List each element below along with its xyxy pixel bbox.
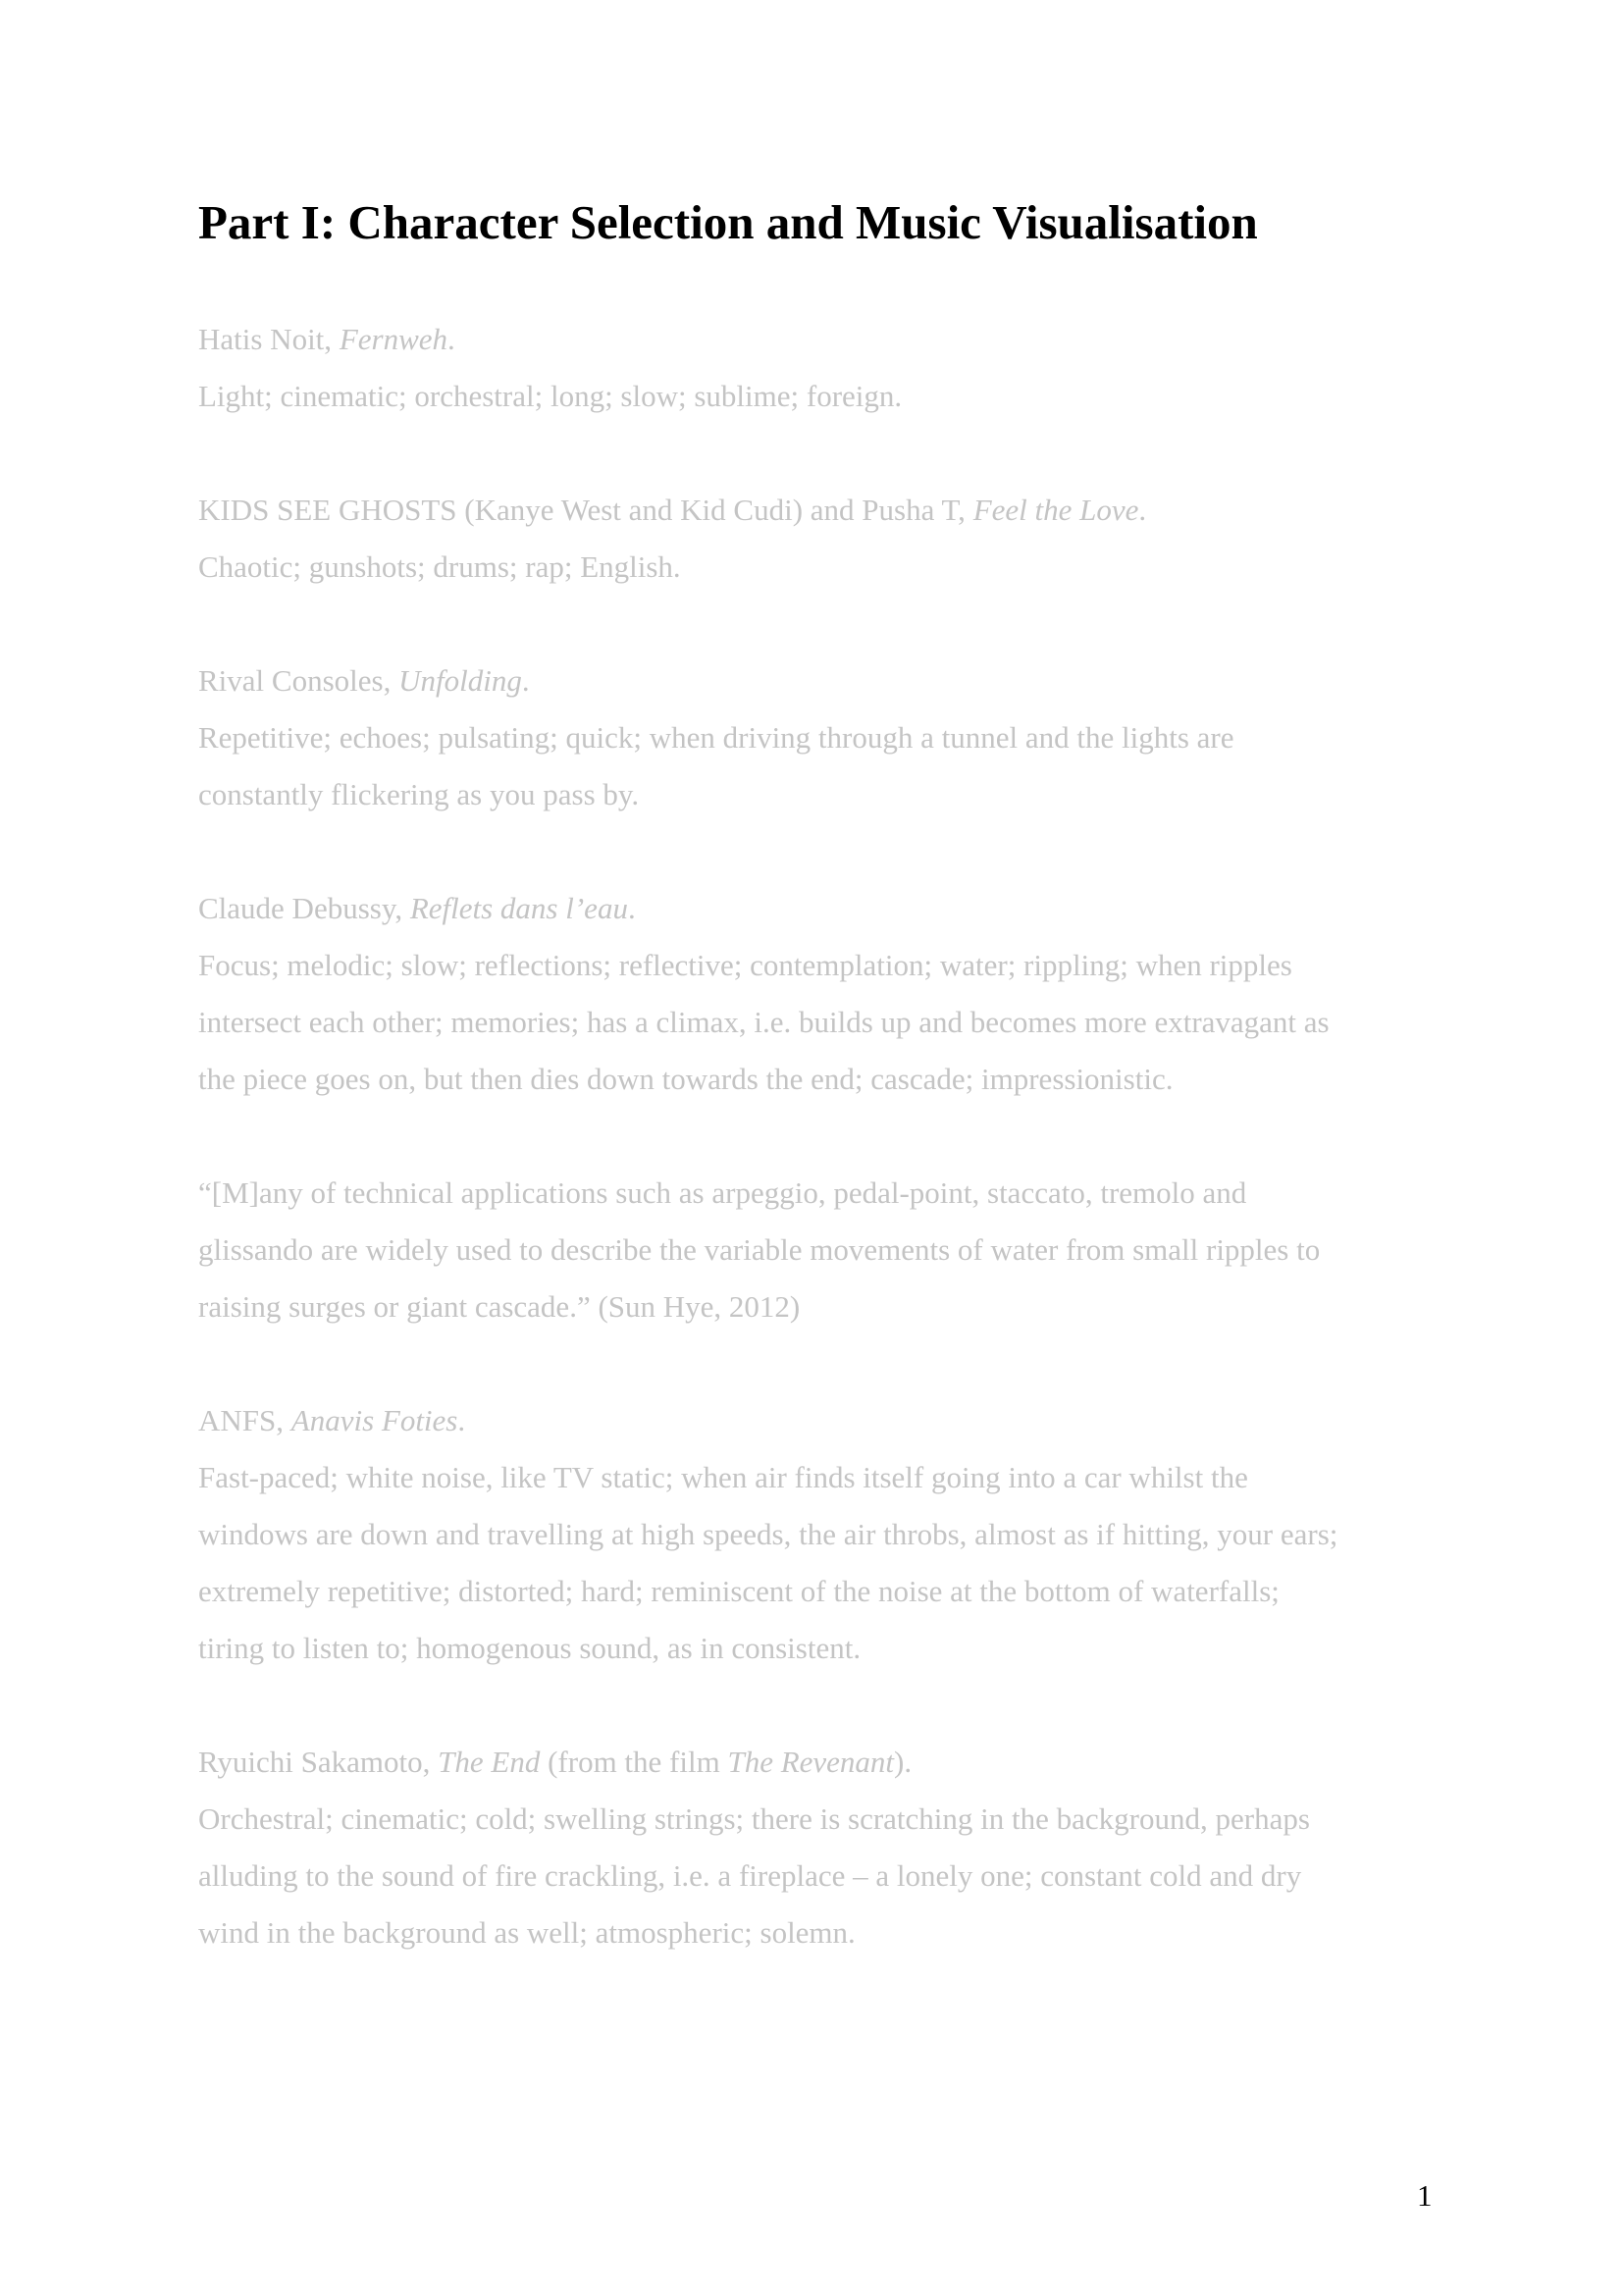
description-line: Fast-paced; white noise, like TV static; when air finds itself going into a car whilst the (198, 1460, 1248, 1494)
description-line: Orchestral; cinematic; cold; swelling strings; there is scratching in the background, perhaps (198, 1801, 1310, 1836)
description-line: Repetitive; echoes; pulsating; quick; when driving through a tunnel and the lights are (198, 720, 1234, 755)
quote-line: glissando are widely used to describe the variable movements of water from small ripples to (198, 1232, 1321, 1267)
entry-description: Light; cinematic; orchestral; long; slow; sublime; foreign. (198, 379, 903, 413)
entry-heading (198, 880, 1444, 937)
entry-description (198, 709, 1444, 823)
quotation (198, 1165, 1444, 1335)
entry-description (198, 1449, 1444, 1677)
track-title: Unfolding (398, 663, 522, 698)
music-entry-kids-see-ghosts (198, 482, 1444, 596)
entry-description (198, 937, 1444, 1108)
artist-name: Ryuichi Sakamoto, (198, 1745, 439, 1779)
heading-punctuation: . (1138, 493, 1147, 527)
description-line: the piece goes on, but then dies down towards the end; cascade; impressionistic. (198, 1062, 1174, 1096)
music-entry-claude-debussy (198, 880, 1444, 1108)
description-line: windows are down and travelling at high speeds, the air throbs, almost as if hitting, your ears; (198, 1517, 1338, 1551)
description-line: wind in the background as well; atmospheric; solemn. (198, 1915, 856, 1950)
heading-punctuation: ). (894, 1745, 913, 1779)
heading-punctuation: . (521, 663, 530, 698)
description-line: intersect each other; memories; has a climax, i.e. builds up and becomes more extravagant as (198, 1005, 1330, 1039)
entry-heading (198, 1734, 1444, 1791)
music-entry-hatis-noit (198, 311, 1444, 425)
entry-heading (198, 1392, 1444, 1449)
entry-heading (198, 482, 1444, 539)
heading-connector: (from the film (540, 1745, 728, 1779)
music-entry-anfs (198, 1392, 1444, 1677)
page-title: Part I: Character Selection and Music Visualisation (198, 195, 1258, 249)
artist-name: KIDS SEE GHOSTS (Kanye West and Kid Cudi) and Pusha T, (198, 493, 973, 527)
heading-punctuation: . (447, 322, 455, 356)
heading-punctuation: . (457, 1403, 466, 1437)
artist-name: Hatis Noit, (198, 322, 340, 356)
description-line: extremely repetitive; distorted; hard; reminiscent of the noise at the bottom of waterfalls; (198, 1574, 1280, 1608)
entry-heading (198, 311, 1444, 368)
track-title: Anavis Foties (290, 1403, 458, 1437)
entry-heading (198, 652, 1444, 709)
artist-name: Claude Debussy, (198, 891, 410, 925)
entry-description: Chaotic; gunshots; drums; rap; English. (198, 549, 681, 584)
description-line: alluding to the sound of fire crackling, i.e. a fireplace – a lonely one; constant cold and dry (198, 1858, 1302, 1893)
description-line: Focus; melodic; slow; reflections; reflective; contemplation; water; rippling; when ripples (198, 948, 1292, 982)
heading-punctuation: . (627, 891, 636, 925)
quote-text (198, 1165, 1444, 1335)
quote-line: “[M]any of technical applications such as arpeggio, pedal-point, staccato, tremolo and (198, 1175, 1247, 1210)
film-title: The Revenant (727, 1745, 895, 1779)
track-title: Fernweh (339, 322, 448, 356)
description-line: constantly flickering as you pass by. (198, 777, 640, 811)
track-title: Feel the Love (972, 493, 1139, 527)
artist-name: ANFS, (198, 1403, 291, 1437)
entry-description (198, 1791, 1444, 1961)
track-title: The End (438, 1745, 541, 1779)
track-title: Reflets dans l’eau (409, 891, 628, 925)
quote-line: raising surges or giant cascade.” (Sun Hye, 2012) (198, 1289, 801, 1324)
page-number: 1 (1417, 2178, 1433, 2213)
description-line: tiring to listen to; homogenous sound, as in consistent. (198, 1631, 862, 1665)
music-entry-ryuichi-sakamoto (198, 1734, 1444, 1961)
artist-name: Rival Consoles, (198, 663, 399, 698)
music-entries (198, 311, 1444, 2018)
music-entry-rival-consoles (198, 652, 1444, 823)
